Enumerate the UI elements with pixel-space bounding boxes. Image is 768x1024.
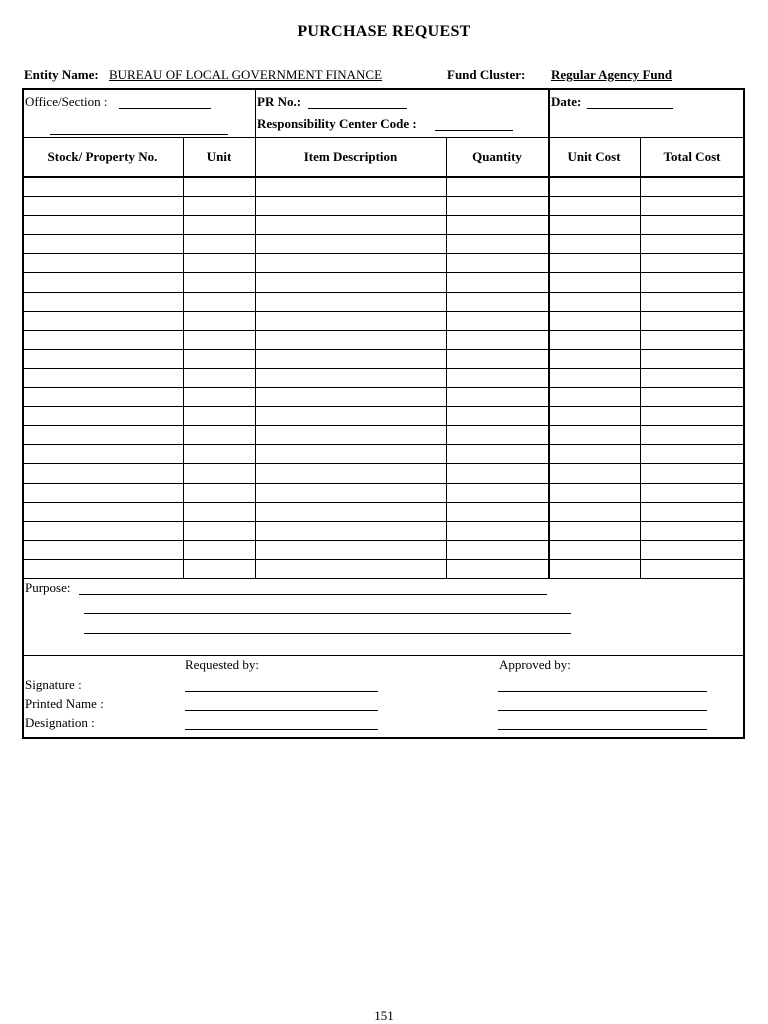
pr-no-field[interactable] bbox=[308, 108, 407, 109]
date-label: Date: bbox=[551, 94, 582, 109]
column-header-total-cost: Total Cost bbox=[663, 149, 721, 164]
column-header-item-description: Item Description bbox=[303, 149, 398, 164]
date-field[interactable] bbox=[587, 108, 673, 109]
purpose-field-line2[interactable] bbox=[84, 613, 571, 614]
table-row[interactable] bbox=[23, 330, 744, 349]
table-row[interactable] bbox=[23, 272, 744, 291]
responsibility-center-code-field[interactable] bbox=[435, 130, 513, 131]
office-section-field[interactable] bbox=[119, 108, 211, 109]
column-header-quantity: Quantity bbox=[472, 149, 522, 164]
purpose-field-line1[interactable] bbox=[79, 594, 547, 595]
requested-designation-field[interactable] bbox=[185, 729, 378, 730]
form-title: PURCHASE REQUEST bbox=[297, 23, 471, 40]
approved-printed-name-field[interactable] bbox=[498, 710, 707, 711]
table-row[interactable] bbox=[23, 177, 744, 196]
table-row[interactable] bbox=[23, 406, 744, 425]
table-row[interactable] bbox=[23, 387, 744, 406]
column-header-unit-cost: Unit Cost bbox=[567, 149, 621, 164]
table-row[interactable] bbox=[23, 540, 744, 559]
table-row[interactable] bbox=[23, 311, 744, 330]
table-row[interactable] bbox=[23, 253, 744, 272]
table-row[interactable] bbox=[23, 463, 744, 482]
table-row[interactable] bbox=[23, 368, 744, 387]
fund-cluster-label: Fund Cluster: bbox=[447, 67, 526, 82]
entity-name-label: Entity Name: bbox=[24, 67, 99, 82]
column-header-unit: Unit bbox=[206, 149, 232, 164]
pr-no-label: PR No.: bbox=[257, 94, 302, 109]
approved-signature-field[interactable] bbox=[498, 691, 707, 692]
table-row[interactable] bbox=[23, 559, 744, 578]
table-row[interactable] bbox=[23, 502, 744, 521]
table-row[interactable] bbox=[23, 521, 744, 540]
fund-cluster-value: Regular Agency Fund bbox=[551, 67, 673, 82]
signature-label: Signature : bbox=[25, 677, 82, 692]
designation-label: Designation : bbox=[25, 715, 95, 730]
requested-signature-field[interactable] bbox=[185, 691, 378, 692]
column-header-stock-property-no: Stock/ Property No. bbox=[47, 149, 158, 164]
office-section-field-line2[interactable] bbox=[50, 134, 228, 135]
requested-by-label: Requested by: bbox=[185, 657, 260, 672]
table-row[interactable] bbox=[23, 196, 744, 215]
table-row[interactable] bbox=[23, 444, 744, 463]
page-number: 151 bbox=[374, 1008, 394, 1023]
table-row[interactable] bbox=[23, 425, 744, 444]
approved-designation-field[interactable] bbox=[498, 729, 707, 730]
office-section-label: Office/Section : bbox=[25, 94, 108, 109]
table-row[interactable] bbox=[23, 349, 744, 368]
purpose-field-line3[interactable] bbox=[84, 633, 571, 634]
table-row[interactable] bbox=[23, 483, 744, 502]
purpose-label: Purpose: bbox=[25, 580, 71, 595]
responsibility-center-code-label: Responsibility Center Code : bbox=[257, 116, 417, 131]
approved-by-label: Approved by: bbox=[499, 657, 571, 672]
table-row[interactable] bbox=[23, 234, 744, 253]
requested-printed-name-field[interactable] bbox=[185, 710, 378, 711]
table-row[interactable] bbox=[23, 292, 744, 311]
entity-name-value: BUREAU OF LOCAL GOVERNMENT FINANCE bbox=[109, 67, 383, 82]
table-row[interactable] bbox=[23, 215, 744, 234]
printed-name-label: Printed Name : bbox=[25, 696, 104, 711]
